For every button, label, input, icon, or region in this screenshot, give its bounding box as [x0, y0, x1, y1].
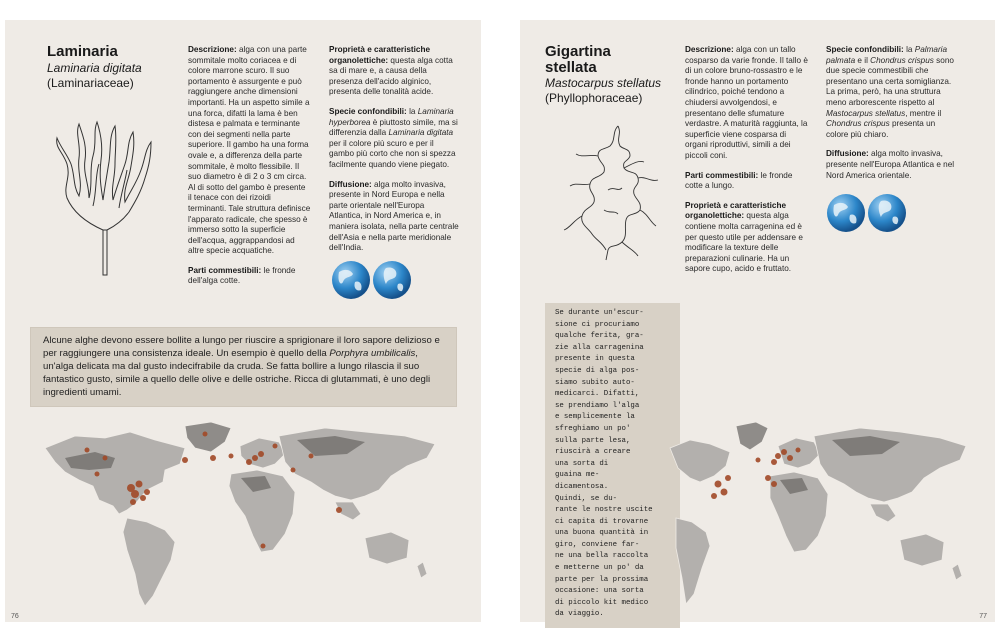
similar-species-paragraph: Specie confondibili: la Palmaria palmata e il Chondrus crispus sono due specie commestibili che presentano una certa somiglianza. La prima, però, ha una struttura meno arborescente rispetto al Mastocarpus stellatus, mentre il Chondrus crispus presenta un colore più chiaro.	[826, 45, 954, 139]
distribution-paragraph: Diffusione: alga molto invasiva, presente in Nord Europa e nella parte orientale nell'Europa Atlantica, in Nord America e, in maniera isolata, nella parte centrale dell'Asia e nella parte meridionale dell'India.	[329, 179, 459, 253]
callout-text: Alcune alghe devono essere bollite a lungo per riuscire a sprigionare il loro sapore delizioso e per raggiungere una consistenza ideale. Un esempio è quello della Porphyra umbilicalis, un'alga delicata ma dal gusto indecifrabile da cruda. Se fatta bollire a lungo rilascia il suo fantastico gusto, simile a quello delle olive e delle ostriche. Ricca di glutammati, è uno degli ingredienti umami.	[43, 335, 440, 398]
typed-note: Se durante un'escur- sione ci procuriamo qualche ferita, gra- zie alla carragenina presente in questa specie di alga pos- siamo subito auto- medicarci. Difatti, se prendiamo l'alga e semplicemente la sfreghiamo un po' sulla parte lesa, riuscirà a creare una sorta di guaina me- dicamentosa. Quindi, se du- rante le nostre uscite ci capita di trovarne una buona quantità in giro, conviene far- ne una bella raccolta e metterne un po' da parte per la prossima occasione: una sorta di piccolo kit medico da viaggio.	[545, 303, 680, 628]
globe-icon	[331, 260, 371, 300]
globe-icon	[826, 193, 866, 233]
description-paragraph: Descrizione: alga con una parte sommitale molto coriacea e di colore marrone scuro. Il suo portamento è assurgente e può raggiungere anche dimensioni importanti. Ha un aspetto simile a una forca, difatti la lama è ben distesa e palmata e terminante con dei segmenti nella parte superiore. Il gambo ha una forma ovale e, a differenza della parte sommitale, è molto flessibile. Il suo diametro è di 2 o 3 cm circa. Al di sotto del gambo è presente il tenace con dei rizoidi terminanti. Tale struttura definisce l'apparato radicale, che spesso è immerso sotto la superficie dell'acqua, aggrappandosi ad altre specie acquatiche.	[188, 45, 311, 256]
left-column-2	[329, 45, 459, 263]
species-title: Gigartina stellata	[545, 43, 611, 76]
edible-paragraph: Parti commestibili: le fronde dell'alga cotte.	[188, 265, 296, 286]
page-number: 76	[11, 613, 19, 620]
page-number: 77	[979, 613, 987, 620]
world-map	[35, 418, 455, 618]
latin-name: Laminaria digitata	[47, 61, 142, 75]
globe-icon	[372, 260, 412, 300]
description-paragraph: Descrizione: alga con un tallo cosparso da varie fronde. Il tallo è di un colore bruno-rossastro e le fronde hanno un portamento cilindrico, poiché tendono a chiudersi avvolgendosi, e presentano delle sfumature verdastre. A maturità raggiunta, la superficie viene cosparsa di organi riproduttivi, simili a dei piccoli coni.	[685, 45, 808, 160]
right-column-1	[685, 45, 809, 284]
edible-paragraph: Parti commestibili: le fronde cotte a lungo.	[685, 170, 793, 191]
right-page	[520, 20, 995, 622]
left-column-1	[188, 45, 311, 296]
properties-paragraph: Proprietà e caratteristiche organolettiche: questa alga contiene molta carragenina ed è per questo utile per addensare e modificare la texture delle preparazioni culinarie. Ha un sapore cupo, acido e fruttato.	[685, 200, 803, 274]
gigartina-illustration	[558, 120, 668, 265]
laminaria-illustration	[45, 120, 165, 280]
latin-name: Mastocarpus stellatus	[545, 76, 662, 90]
species-title: Laminaria	[47, 43, 118, 60]
callout-box	[30, 327, 457, 407]
world-map	[670, 418, 970, 618]
left-page	[5, 20, 481, 622]
right-column-2	[826, 45, 958, 190]
distribution-paragraph: Diffusione: alga molto invasiva, presente nell'Europa Atlantica e nel Nord America orientale.	[826, 149, 955, 180]
family-name: (Phyllophoraceae)	[545, 91, 643, 105]
globe-icon	[867, 193, 907, 233]
properties-paragraph: Proprietà e caratteristiche organolettiche: questa alga cotta sa di mare e, a causa della presenza dell'acido alginico, presenta delle tonalità acide.	[329, 45, 453, 97]
similar-species-paragraph: Specie confondibili: la Laminaria hyperborea è piuttosto simile, ma si differenzia dalla Laminaria digitata per il colore più scuro e per il gambo più corto che non si spezza facilmente quando viene piegato.	[329, 106, 458, 169]
family-name: (Laminariaceae)	[47, 76, 134, 90]
